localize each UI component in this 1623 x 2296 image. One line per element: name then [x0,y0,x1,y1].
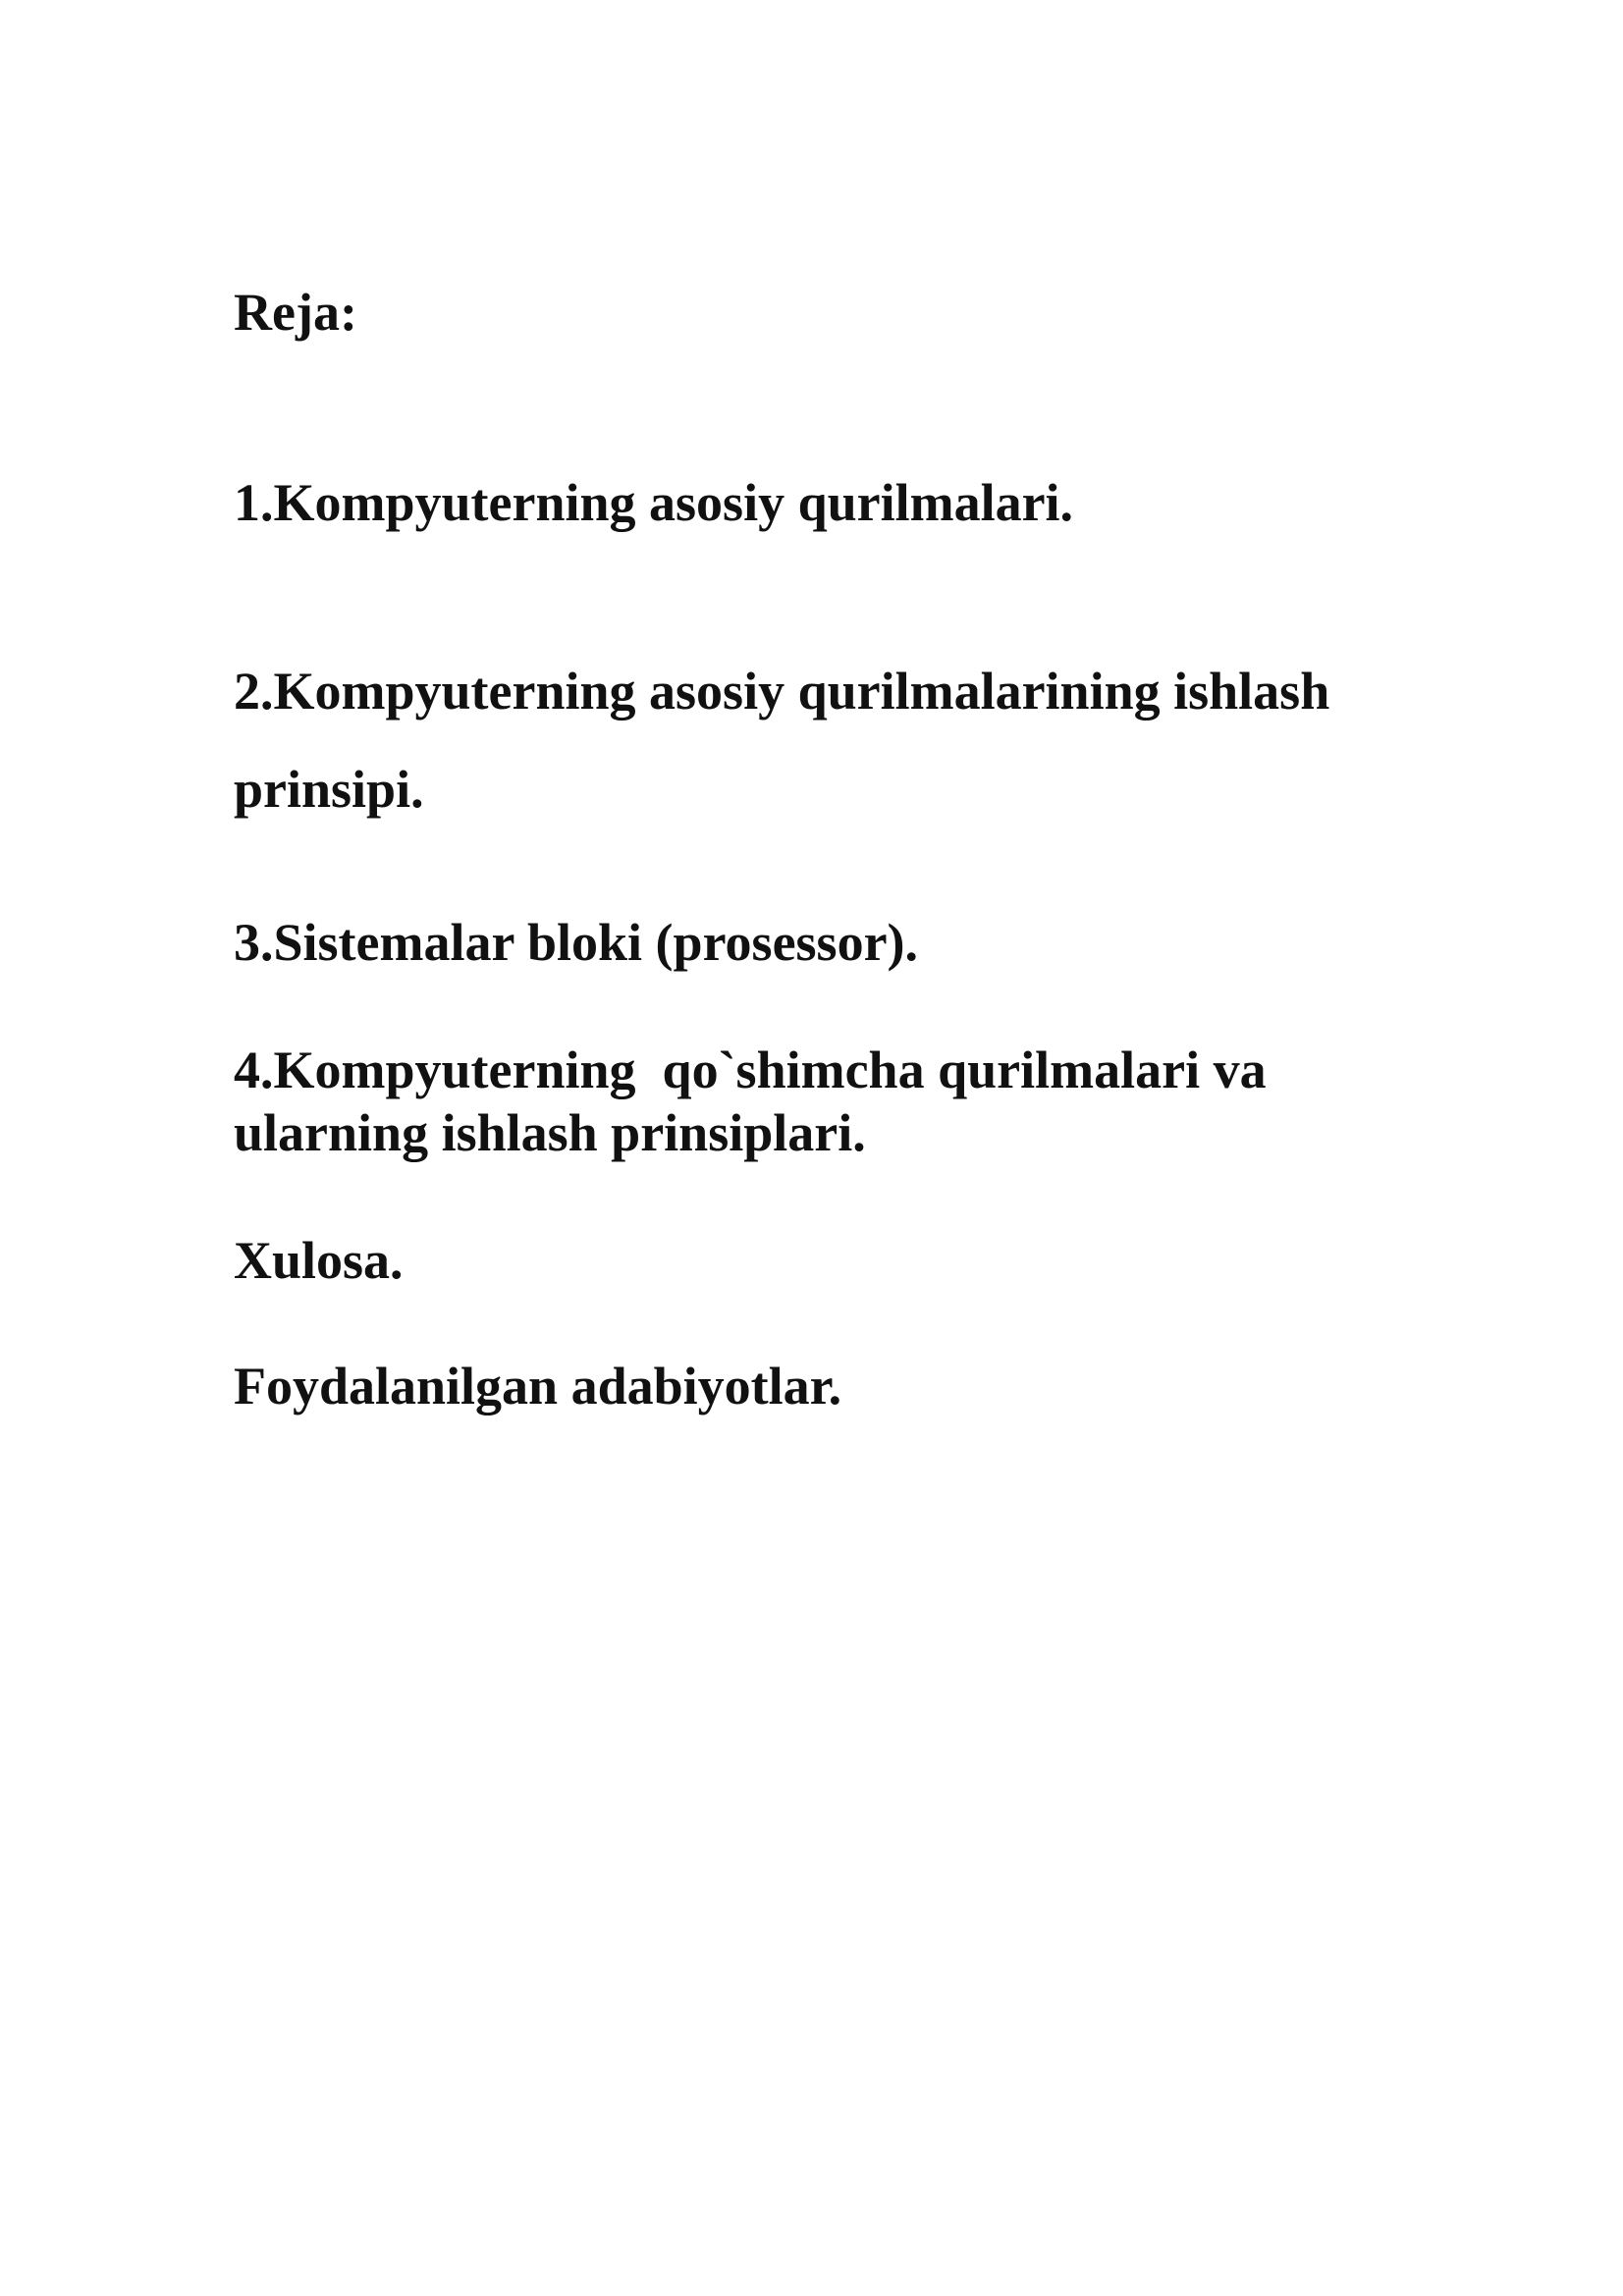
plan-item-2-line-1: 2.Kompyuterning asosiy qurilmalarining ishlash [234,662,1330,721]
plan-heading: Reja: [234,283,357,342]
references-item: Foydalanilgan adabiyotlar. [234,1357,842,1415]
plan-item-3: 3.Sistemalar bloki (prosessor). [234,913,919,972]
plan-item-4-line-2: ularning ishlash prinsiplari. [234,1103,866,1162]
plan-item-2-line-2: prinsipi. [234,760,424,819]
plan-item-4-line-1: 4.Kompyuterning qo`shimcha qurilmalari va [234,1041,1267,1099]
plan-item-1: 1.Kompyuterning asosiy qurilmalari. [234,473,1074,532]
conclusion-item: Xulosa. [234,1231,404,1290]
